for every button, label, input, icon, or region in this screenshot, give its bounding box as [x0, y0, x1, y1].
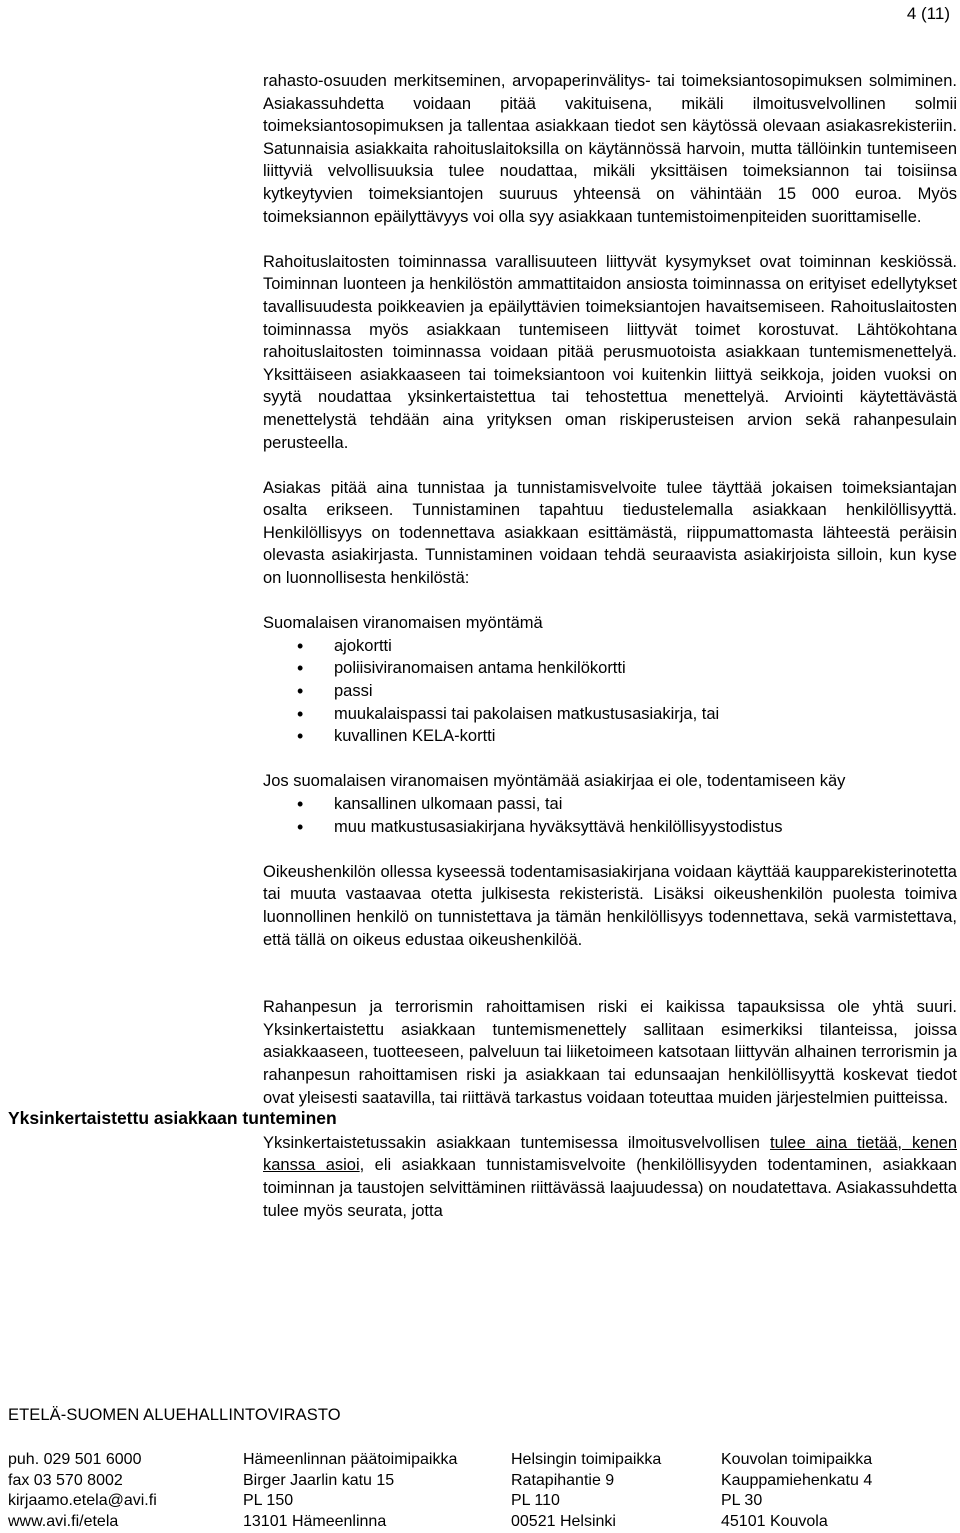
office-postcode: 13101 Hämeenlinna	[243, 1512, 387, 1530]
list-item: • kuvallinen KELA-kortti	[263, 725, 957, 748]
paragraph: Rahoituslaitosten toiminnassa varallisuuteen liittyvät kysymykset ovat toiminnan keskiössä. Toiminnan luonteen ja henkilöstön ammattitaidon ansiosta toiminnassa on erityiset edellytykset tavallisuudesta poikkeavien ja epäilyttävien toimeksiantojen havaitsemiseen. Rahoituslaitosten toiminnassa myös asiakkaan tuntemiseen liittyvät toimet korostuvat. Lähtökohtana rahoituslaitosten toiminnassa voidaan pitää perusmuotoista asiakkaan tuntemismenettelyä. Yksittäiseen asiakkaaseen tai toimeksiantoon voi kuitenkin liittyä seikkoja, joiden vuoksi on syytä noudattaa yksinkertaistettua tai tehostettua menettelyä. Arviointi käytettävästä menettelystä tehdään aina yrityksen oman riskiperusteisen arvion sekä rahanpesulain perusteella.	[263, 252, 957, 452]
list-intro: Suomalaisen viranomaisen myöntämä	[263, 614, 543, 633]
office-address: Ratapihantie 9	[511, 1471, 615, 1489]
paragraph: rahasto-osuuden merkitseminen, arvopaperinvälitys- tai toimeksiantosopimuksen solmiminen. Asiakassuhdetta voidaan pitää vakituisena, mikäli ilmoitusvelvollinen solmii toimeksiantosopimuksen ja tallentaa asiakkaan tiedot sen käytössä olevaan asiakasrekisteriin. Satunnaisia asiakkaita rahoituslaitoksilla on käytännössä harvoin, mutta tällöinkin tuntemiseen liittyviä velvollisuuksia tulee noudattaa, mikäli yksittäisen toimeksiannon tai toisiinsa kytkeytyvien toimeksiantojen suuruus yhteensä on vähintään 15 000 euroa. Myös toimeksiannon epäilyttävyys voi olla syy asiakkaan tuntemistoimenpiteiden suorittamiselle.	[263, 72, 957, 226]
paragraph-text: Yksinkertaistetussakin asiakkaan tuntemisessa ilmoitusvelvollisen	[263, 1133, 770, 1152]
bullet-list	[263, 793, 957, 838]
section-heading: Yksinkertaistettu asiakkaan tunteminen	[8, 1108, 337, 1128]
office-name: Hämeenlinnan päätoimipaikka	[243, 1451, 458, 1468]
office-address: Birger Jaarlin katu 15	[243, 1471, 395, 1489]
underlined-text: tulee aina tietää, kenen kanssa asioi	[263, 1133, 957, 1175]
email-link[interactable]: kirjaamo.etela@avi.fi	[8, 1492, 157, 1509]
document-list-foreign	[263, 770, 957, 838]
footer-office-kouvola	[721, 1450, 872, 1532]
list-item: • poliisiviranomaisen antama henkilökortti	[263, 657, 957, 680]
paragraph: Asiakas pitää aina tunnistaa ja tunnistamisvelvoite tulee täyttää jokaisen toimeksiantajan osalta erikseen. Tunnistaminen tapahtuu tiedustelemalla asiakkaan henkilöllisyyttä. Henkilöllisyys on todennettava asiakkaan esittämästä, riippumattomasta lähteestä peräisin olevasta asiakirjasta. Tunnistaminen voidaan tehdä seuraavista asiakirjoista silloin, kun kyse on luonnollisesta henkilöstä:	[263, 478, 957, 588]
list-item: • passi	[263, 680, 957, 703]
office-postcode: 00521 Helsinki	[511, 1512, 616, 1530]
footer-contact	[8, 1450, 157, 1532]
footer-office-hameenlinna	[243, 1450, 457, 1532]
list-intro: Jos suomalaisen viranomaisen myöntämää asiakirjaa ei ole, todentamiseen käy	[263, 772, 846, 791]
paragraph-text: , eli asiakkaan tunnistamisvelvoite (henkilöllisyyden todentaminen, asiakkaan toiminnan ja taustojen selvittäminen riittävässä laajuudessa) on noudatettava. Asiakassuhdetta tulee myös seurata, jotta	[263, 1156, 957, 1220]
office-pobox: PL 150	[243, 1492, 294, 1509]
list-item: • ajokortti	[263, 635, 957, 658]
list-item: • kansallinen ulkomaan passi, tai	[263, 793, 957, 816]
bullet-list	[263, 635, 957, 748]
office-postcode: 45101 Kouvola	[721, 1512, 828, 1530]
website-link[interactable]: www.avi.fi/etela	[8, 1512, 119, 1530]
fax: fax 03 570 8002	[8, 1471, 123, 1489]
office-address: Kauppamiehenkatu 4	[721, 1471, 873, 1489]
agency-name: ETELÄ-SUOMEN ALUEHALLINTOVIRASTO	[8, 1406, 341, 1424]
office-name: Kouvolan toimipaikka	[721, 1451, 873, 1468]
office-pobox: PL 30	[721, 1492, 763, 1509]
list-item: • muu matkustusasiakirjana hyväksyttävä henkilöllisyystodistus	[263, 816, 957, 839]
footer-office-helsinki	[511, 1450, 661, 1532]
phone: puh. 029 501 6000	[8, 1451, 142, 1468]
office-pobox: PL 110	[511, 1492, 560, 1509]
paragraph: Oikeushenkilön ollessa kyseessä todentamisasiakirjana voidaan käyttää kaupparekisterinotetta tai muuta vastaavaa otetta julkisesta rekisteristä. Lisäksi oikeushenkilön puolesta toimiva luonnollinen henkilö on tunnistettava ja tämän henkilöllisyys todennettava, sekä varmistettava, että tällä on oikeus edustaa oikeushenkilöä.	[263, 862, 957, 949]
list-item: • muukalaispassi tai pakolaisen matkustusasiakirja, tai	[263, 703, 957, 726]
document-list-native	[263, 612, 957, 748]
office-name: Helsingin toimipaikka	[511, 1451, 662, 1468]
paragraph	[263, 1132, 957, 1222]
document-body	[263, 70, 957, 1222]
paragraph: Rahanpesun ja terrorismin rahoittamisen riski ei kaikissa tapauksissa ole yhtä suuri. Yksinkertaistettu asiakkaan tuntemismenettely sallitaan esimerkiksi tilanteissa, joissa asiakkaaseen, tuotteeseen, palveluun tai liiketoimeen katsotaan liittyvän alhainen terrorismin ja rahanpesun rahoittamisen riski ja asiakkaan tai edunsaajan henkilöllisyyttä koskevat tiedot ovat yleisesti saatavilla, tai riittävä tarkastus voidaan toteuttaa muiden järjestelmien puitteissa.	[263, 998, 957, 1107]
page-number: 4 (11)	[906, 4, 950, 23]
